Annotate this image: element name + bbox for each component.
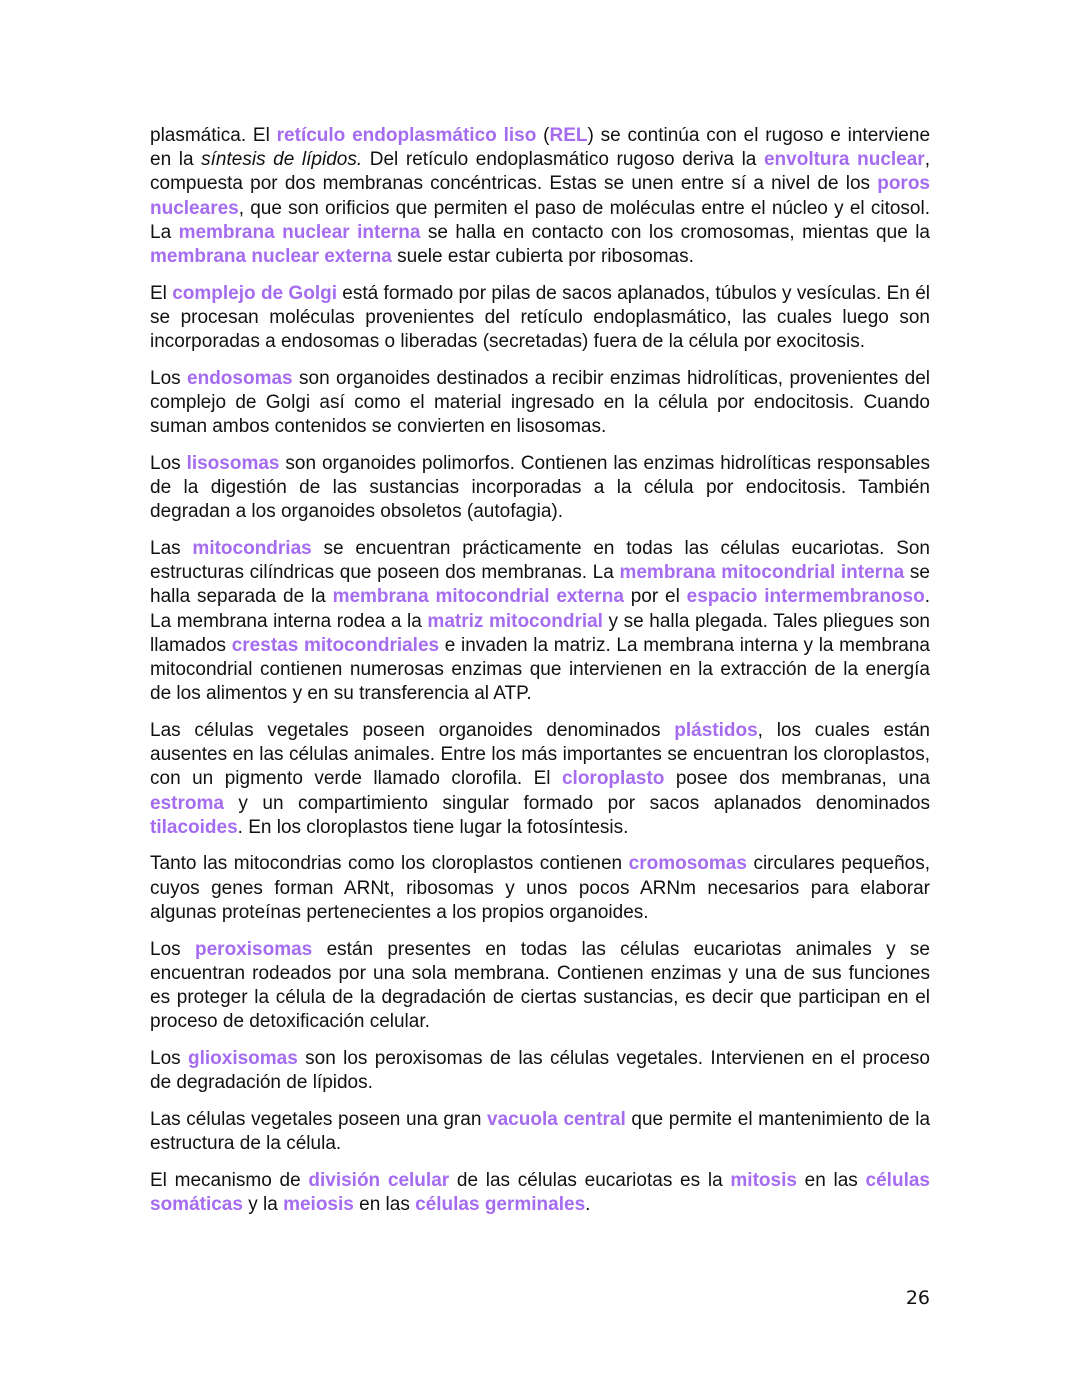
paragraph bbox=[150, 938, 930, 1035]
text-run: . En los cloroplastos tiene lugar la fotosíntesis. bbox=[237, 816, 629, 838]
text-run: que permite el mantenimiento de la estructura de la célula. bbox=[150, 1108, 931, 1155]
highlighted-term: división celular bbox=[308, 1169, 450, 1191]
text-run: son organoides destinados a recibir enzimas hidrolíticas, provenientes del complejo de Golgi así como el material ingresado en la célula por endocitosis. Cuando suman ambos contenidos se convierten en lisosomas. bbox=[150, 367, 930, 438]
text-run: Las bbox=[150, 538, 193, 560]
highlighted-term: endosomas bbox=[187, 367, 293, 389]
highlighted-term: estroma bbox=[150, 792, 224, 814]
text-run: de las células eucariotas es la bbox=[449, 1169, 731, 1191]
text-run: , los cuales están ausentes en las células animales. Entre los más importantes se encuentran los cloroplastos, con un pigmento verde llamado clorofila. El bbox=[150, 719, 930, 790]
highlighted-term: REL bbox=[549, 125, 588, 146]
paragraph bbox=[150, 852, 930, 925]
text-run: y se halla plegada. Tales pliegues son llamados bbox=[150, 610, 930, 656]
highlighted-term: poros nucleares bbox=[150, 173, 930, 219]
paragraph bbox=[150, 124, 930, 269]
highlighted-term: plástidos bbox=[674, 719, 758, 741]
text-run: Los bbox=[150, 452, 187, 474]
text-run: Tanto las mitocondrias como los cloroplastos contienen bbox=[150, 853, 629, 875]
text-run: en las bbox=[353, 1193, 416, 1215]
highlighted-term: mitosis bbox=[730, 1169, 797, 1191]
italic-text: síntesis de lípidos. bbox=[201, 149, 363, 171]
highlighted-term: envoltura nuclear bbox=[763, 149, 925, 171]
text-run: está formado por pilas de sacos aplanados, túbulos y vesículas. En él se procesan moléculas provenientes del retículo endoplasmático, las cuales luego son incorporadas a endosomas o liberadas (secretadas) fuera de la célula por exocitosis. bbox=[150, 282, 930, 353]
paragraph bbox=[150, 452, 930, 525]
text-run: Las células vegetales poseen una gran bbox=[150, 1108, 488, 1130]
text-run: están presentes en todas las células eucariotas animales y se encuentran rodeados por una sola membrana. Contienen enzimas y una de sus funciones es proteger la célula de la degradación de ciertas sustancias, es decir que participan en el proceso de detoxificación celular. bbox=[150, 938, 930, 1033]
text-run: Los bbox=[150, 367, 188, 389]
text-run: son organoides polimorfos. Contienen las enzimas hidrolíticas responsables de la digestión de las sustancias incorporadas a la célula por endocitosis. También degradan a los organoides obsoletos (autofagia). bbox=[150, 452, 930, 523]
page-body bbox=[150, 124, 930, 1230]
highlighted-term: peroxisomas bbox=[195, 938, 313, 960]
text-run: posee dos membranas, una bbox=[664, 768, 930, 790]
highlighted-term: tilacoides bbox=[150, 816, 238, 838]
highlighted-term: cromosomas bbox=[628, 853, 747, 875]
highlighted-term: lisosomas bbox=[186, 452, 280, 474]
paragraph bbox=[150, 1108, 930, 1156]
highlighted-term: membrana nuclear interna bbox=[178, 221, 421, 243]
paragraph bbox=[150, 719, 930, 840]
paragraph bbox=[150, 282, 930, 355]
highlighted-term: matriz mitocondrial bbox=[427, 610, 603, 632]
highlighted-term: espacio intermembranoso bbox=[686, 586, 925, 608]
paragraph bbox=[150, 367, 930, 440]
paragraph bbox=[150, 1169, 930, 1217]
highlighted-term: membrana mitocondrial externa bbox=[332, 586, 624, 608]
highlighted-term: meiosis bbox=[283, 1193, 354, 1215]
highlighted-term: glioxisomas bbox=[187, 1047, 298, 1069]
text-run: Los bbox=[150, 1047, 188, 1069]
text-run: , que son orificios que permiten el paso de moléculas entre el núcleo y el citosol. La bbox=[150, 197, 930, 243]
text-run: ( bbox=[536, 125, 550, 146]
text-run: El bbox=[150, 282, 173, 304]
text-run: El mecanismo de bbox=[150, 1169, 309, 1191]
highlighted-term: cloroplasto bbox=[561, 768, 665, 790]
highlighted-term: membrana nuclear externa bbox=[150, 246, 392, 268]
text-run: son los peroxisomas de las células vegetales. Intervienen en el proceso de degradación de lípidos. bbox=[150, 1047, 930, 1094]
text-run: , compuesta por dos membranas concéntricas. Estas se unen entre sí a nivel de los bbox=[150, 149, 930, 195]
text-run: y la bbox=[242, 1193, 284, 1215]
highlighted-term: vacuola central bbox=[487, 1108, 626, 1130]
text-run: se encuentran prácticamente en todas las células eucariotas. Son estructuras cilíndricas que poseen dos membranas. La bbox=[150, 538, 930, 584]
page-number: 26 bbox=[905, 1287, 930, 1309]
text-run: plasmática. El bbox=[150, 125, 277, 146]
text-run: e invaden la matriz. La membrana interna y la membrana mitocondrial contienen numerosas enzimas que intervienen en la extracción de la energía de los alimentos y en su transferencia al ATP. bbox=[150, 634, 930, 705]
highlighted-term: retículo endoplasmático liso bbox=[276, 125, 537, 146]
text-run: Los bbox=[150, 938, 195, 960]
text-run: ) se continúa con el rugoso e interviene en la bbox=[150, 125, 931, 171]
highlighted-term: células somáticas bbox=[150, 1169, 930, 1215]
text-run: por el bbox=[623, 586, 687, 608]
text-run: suele estar cubierta por ribosomas. bbox=[391, 246, 694, 268]
highlighted-term: crestas mitocondriales bbox=[231, 634, 440, 656]
text-run: . bbox=[585, 1193, 591, 1215]
text-run: . La membrana interna rodea a la bbox=[150, 586, 930, 632]
highlighted-term: membrana mitocondrial interna bbox=[619, 562, 905, 584]
text-run: se halla separada de la bbox=[150, 562, 930, 608]
highlighted-term: células germinales bbox=[415, 1193, 586, 1215]
text-run: circulares pequeños, cuyos genes forman ARNt, ribosomas y unos pocos ARNm necesarios para elaborar algunas proteínas pertenecientes a los propios organoides. bbox=[150, 853, 930, 923]
paragraph bbox=[150, 537, 930, 706]
text-run: en las bbox=[796, 1169, 866, 1191]
text-run: y un compartimiento singular formado por sacos aplanados denominados bbox=[223, 792, 930, 814]
text-run: Del retículo endoplasmático rugoso deriva la bbox=[362, 149, 764, 171]
text-run: Las células vegetales poseen organoides denominados bbox=[150, 719, 675, 741]
highlighted-term: complejo de Golgi bbox=[172, 282, 337, 304]
paragraph bbox=[150, 1047, 930, 1095]
highlighted-term: mitocondrias bbox=[192, 538, 312, 560]
text-run: se halla en contacto con los cromosomas, mientas que la bbox=[420, 221, 930, 243]
